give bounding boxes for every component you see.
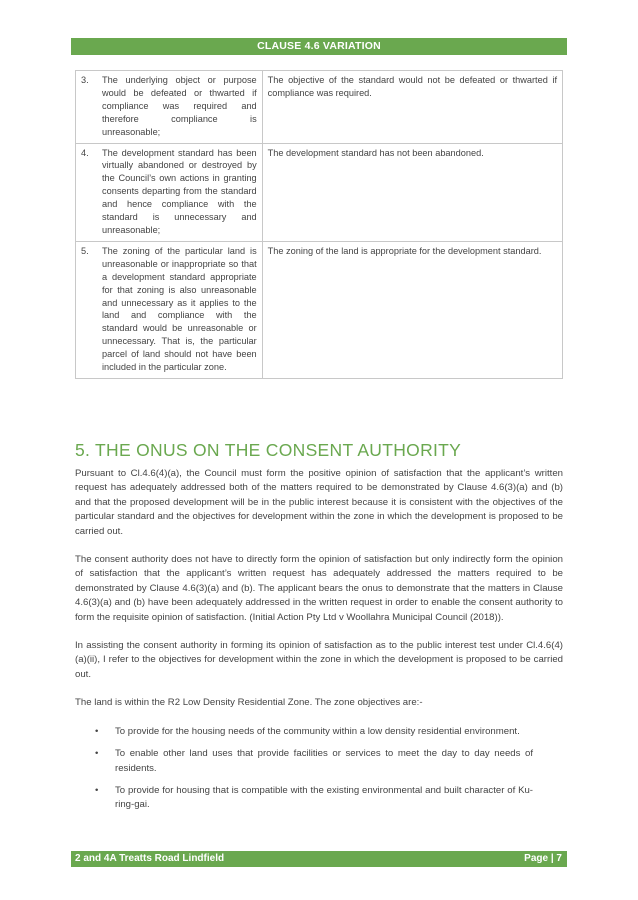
page-number: Page | 7 — [524, 853, 562, 864]
criteria-table — [75, 70, 563, 379]
list-item — [75, 725, 563, 739]
paragraph: Pursuant to Cl.4.6(4)(a), the Council must form the positive opinion of satisfaction that the applicant’s written request has adequately addressed both of the matters required to be demonstrated by Clause 4.6(3)(a) and (b) and that the proposed development will be in the public interest because it is consistent with the objectives of the particular standard and the objectives for development within the zone in which the development is proposed to be carried out. — [75, 468, 563, 537]
paragraph: The land is within the R2 Low Density Residential Zone. The zone objectives are:- — [75, 697, 423, 709]
response-cell — [262, 241, 562, 378]
list-item — [75, 784, 563, 813]
bullet-icon: • — [95, 748, 99, 760]
criterion-text: The underlying object or purpose would be defeated or thwarted if compliance was required and therefore compliance is unreasonable; — [102, 75, 257, 137]
row-number: 5. — [81, 245, 89, 256]
criterion-text: The zoning of the particular land is unreasonable or inappropriate so that a development standard appropriate for that zoning is also unreasonable and unnecessary as it applies to the land and compliance with the standard would be unreasonable or unnecessary. That is, the particular parcel of land should not have been included in the particular zone. — [102, 245, 257, 373]
page-footer-bar — [71, 851, 567, 867]
section-body — [75, 467, 563, 821]
criterion-text: The development standard has been virtually abandoned or destroyed by the Council’s own actions in granting consents departing from the standard and hence compliance with the standard is unnecessary and unreasonable; — [102, 147, 257, 235]
table-row — [76, 143, 563, 241]
row-number: 4. — [81, 147, 89, 158]
row-number: 3. — [81, 75, 89, 85]
objective-text: To provide for the housing needs of the community within a low density residential environment. — [115, 725, 520, 737]
response-text: The zoning of the land is appropriate for the development standard. — [267, 245, 542, 256]
bullet-icon: • — [95, 725, 99, 737]
list-item — [75, 747, 563, 776]
table-row — [76, 71, 563, 144]
criterion-cell — [76, 143, 263, 241]
response-text: The objective of the standard would not be defeated or thwarted if compliance was required. — [267, 75, 557, 98]
paragraph: The consent authority does not have to directly form the opinion of satisfaction but only indirectly form the opinion of satisfaction that the applicant’s written request has adequately addressed the matters required to be demonstrated by Clause 4.6(3)(a) and (b). The applicant bears the onus to demonstrate that the matters in Clause 4.6(3)(a) and (b) have been adequately addressed in the written request in order to enable the consent authority to form the requisite opinion of satisfaction. (Initial Action Pty Ltd v Woollahra Municipal Council (2018)). — [75, 554, 563, 623]
response-text: The development standard has not been abandoned. — [267, 147, 484, 158]
response-cell — [262, 143, 562, 241]
criterion-cell — [76, 71, 263, 144]
page-header-bar — [71, 38, 567, 55]
table-row — [76, 241, 563, 378]
zone-objectives-list — [75, 725, 563, 813]
bullet-icon: • — [95, 784, 99, 796]
header-title: CLAUSE 4.6 VARIATION — [257, 40, 381, 52]
section-heading: 5. THE ONUS ON THE CONSENT AUTHORITY — [75, 440, 462, 460]
footer-address: 2 and 4A Treatts Road Lindfield — [75, 853, 225, 864]
criterion-cell — [76, 241, 263, 378]
objective-text: To provide for housing that is compatible with the existing environmental and built character of Ku-ring-gai. — [115, 784, 533, 811]
response-cell — [262, 71, 562, 144]
objective-text: To enable other land uses that provide facilities or services to meet the day to day needs of residents. — [115, 748, 533, 774]
paragraph: In assisting the consent authority in forming its opinion of satisfaction as to the public interest test under Cl.4.6(4)(a)(ii), I refer to the objectives for development within the zone in which the development is proposed to be carried out. — [75, 640, 563, 680]
